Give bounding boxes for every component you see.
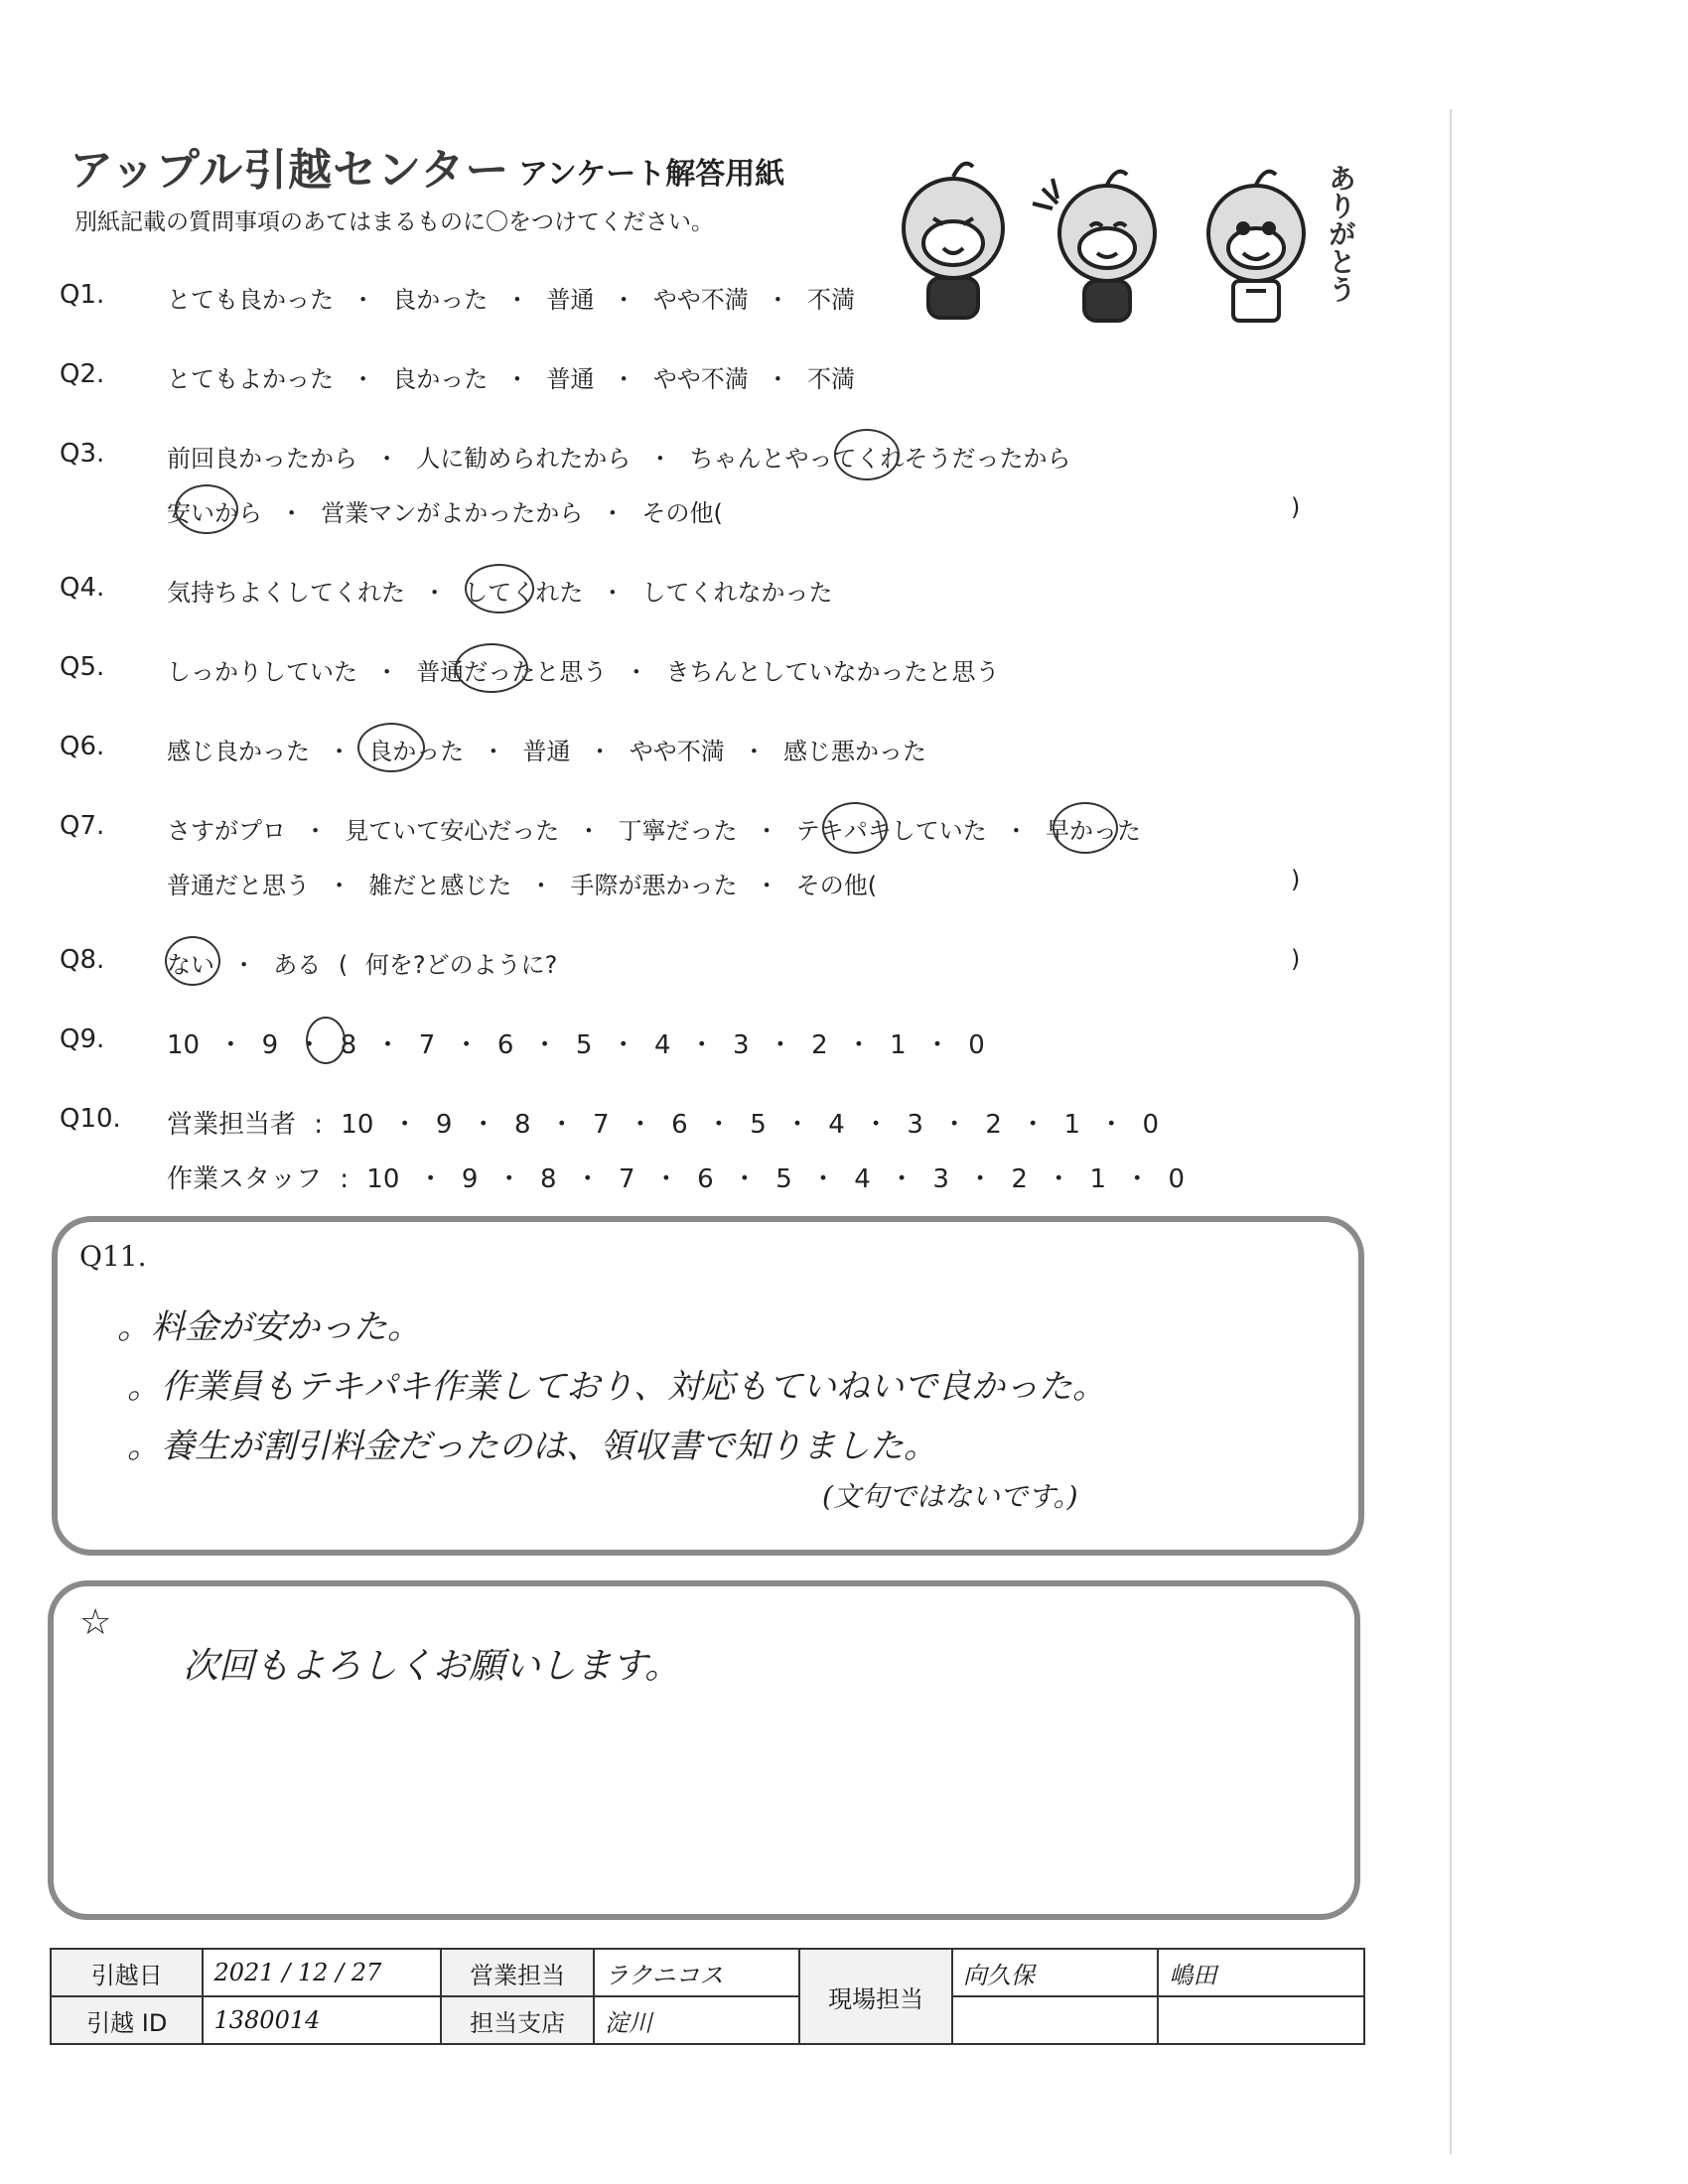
question-q4 bbox=[0, 573, 1390, 613]
selection-circle bbox=[822, 802, 888, 854]
selection-circle bbox=[175, 484, 238, 534]
branch-value: 淀川 bbox=[594, 1996, 800, 2044]
question-label: Q3. bbox=[60, 439, 105, 469]
mascot-caption: ありがとう bbox=[1325, 164, 1357, 303]
question-q6 bbox=[0, 732, 1390, 771]
question-q10-line2 bbox=[0, 1159, 1390, 1198]
question-q7-line2 bbox=[0, 866, 1390, 905]
question-options: しっかりしていた ・ 普通だったと思う ・ きちんとしていなかったと思う bbox=[167, 658, 1000, 686]
question-label: Q9. bbox=[60, 1024, 105, 1054]
site-staff-empty bbox=[952, 1996, 1159, 2044]
question-label: Q4. bbox=[60, 573, 105, 603]
question-options: 作業スタッフ : 10 ・ 9 ・ 8 ・ 7 ・ 6 ・ 5 ・ 4 ・ 3 ・ 2 ・ 1 ・ 0 bbox=[167, 1164, 1186, 1194]
question-options: 普通だと思う ・ 雑だと感じた ・ 手際が悪かった ・ その他( bbox=[167, 872, 878, 899]
handwritten-comment: 。料金が安かった。 bbox=[117, 1307, 421, 1347]
handwritten-message: 次回もよろしくお願いします。 bbox=[183, 1646, 681, 1687]
question-label: Q10. bbox=[60, 1104, 121, 1134]
star-message-box bbox=[48, 1580, 1360, 1920]
selection-circle bbox=[455, 643, 528, 693]
q11-label: Q11. bbox=[79, 1240, 147, 1273]
site-label: 現場担当 bbox=[799, 1949, 951, 2044]
q11-comment-box bbox=[52, 1216, 1364, 1556]
paren-close: ) bbox=[1291, 945, 1301, 973]
question-q9 bbox=[0, 1024, 1390, 1064]
question-q10 bbox=[0, 1104, 1390, 1144]
question-q5 bbox=[0, 652, 1390, 692]
site-staff-empty bbox=[1158, 1996, 1364, 2044]
sales-value: ラクニコス bbox=[594, 1949, 800, 1996]
selection-circle bbox=[465, 564, 534, 614]
question-label: Q2. bbox=[60, 359, 105, 389]
question-options: ない ・ ある ( 何を?どのように? bbox=[167, 951, 558, 979]
paren-close: ) bbox=[1291, 866, 1301, 893]
site-staff-2: 嶋田 bbox=[1158, 1949, 1364, 1996]
form-subtitle: アンケート解答用紙 bbox=[518, 157, 785, 192]
company-title: アップル引越センター bbox=[70, 145, 510, 196]
question-options: 安いから ・ 営業マンがよかったから ・ その他( bbox=[167, 499, 723, 527]
move-id-label: 引越 ID bbox=[51, 1996, 203, 2044]
selection-circle bbox=[306, 1017, 346, 1064]
question-q7 bbox=[0, 811, 1390, 851]
handwritten-comment: 。作業員もテキパキ作業しており、対応もていねいで良かった。 bbox=[127, 1367, 1106, 1407]
handwritten-comment: (文句ではないです。) bbox=[822, 1480, 1078, 1513]
question-label: Q6. bbox=[60, 732, 105, 761]
question-options: 営業担当者 : 10 ・ 9 ・ 8 ・ 7 ・ 6 ・ 5 ・ 4 ・ 3 ・ 2 ・ 1 ・ 0 bbox=[167, 1110, 1160, 1140]
star-icon: ☆ bbox=[79, 1602, 112, 1643]
question-options: とても良かった ・ 良かった ・ 普通 ・ やや不満 ・ 不満 bbox=[167, 286, 856, 314]
question-q1 bbox=[0, 280, 1390, 320]
question-options: さすがプロ ・ 見ていて安心だった ・ 丁寧だった ・ テキパキしていた ・ 早かった bbox=[167, 817, 1142, 845]
question-options: 前回良かったから ・ 人に勧められたから ・ ちゃんとやってくれそうだったから bbox=[167, 445, 1071, 473]
paren-close: ) bbox=[1291, 493, 1301, 521]
move-id-value: 1380014 bbox=[203, 1996, 441, 2044]
selection-circle bbox=[165, 936, 220, 986]
question-label: Q7. bbox=[60, 811, 105, 841]
question-label: Q5. bbox=[60, 652, 105, 682]
footer-table bbox=[50, 1948, 1365, 2045]
selection-circle bbox=[357, 723, 425, 772]
question-q3 bbox=[0, 439, 1390, 478]
question-label: Q8. bbox=[60, 945, 105, 975]
move-date-value: 2021 / 12 / 27 bbox=[203, 1949, 441, 1996]
sales-label: 営業担当 bbox=[441, 1949, 593, 1996]
question-options: とてもよかった ・ 良かった ・ 普通 ・ やや不満 ・ 不満 bbox=[167, 365, 856, 393]
question-options: 気持ちよくしてくれた ・ してくれた ・ してくれなかった bbox=[167, 579, 833, 607]
branch-label: 担当支店 bbox=[441, 1996, 593, 2044]
handwritten-comment: 。養生が割引料金だったのは、領収書で知りました。 bbox=[127, 1427, 937, 1466]
selection-circle bbox=[1053, 802, 1118, 854]
question-q2 bbox=[0, 359, 1390, 399]
question-label: Q1. bbox=[60, 280, 105, 310]
selection-circle bbox=[834, 429, 900, 480]
move-date-label: 引越日 bbox=[51, 1949, 203, 1996]
question-options: 感じ良かった ・ 良かった ・ 普通 ・ やや不満 ・ 感じ悪かった bbox=[167, 738, 927, 765]
question-options: 10 ・ 9 ・ 8 ・ 7 ・ 6 ・ 5 ・ 4 ・ 3 ・ 2 ・ 1 ・ 0 bbox=[167, 1030, 985, 1060]
site-staff-1: 向久保 bbox=[952, 1949, 1159, 1996]
instructions: 別紙記載の質問事項のあてはまるものに〇をつけてください。 bbox=[74, 209, 714, 235]
page-edge bbox=[1450, 109, 1452, 2154]
